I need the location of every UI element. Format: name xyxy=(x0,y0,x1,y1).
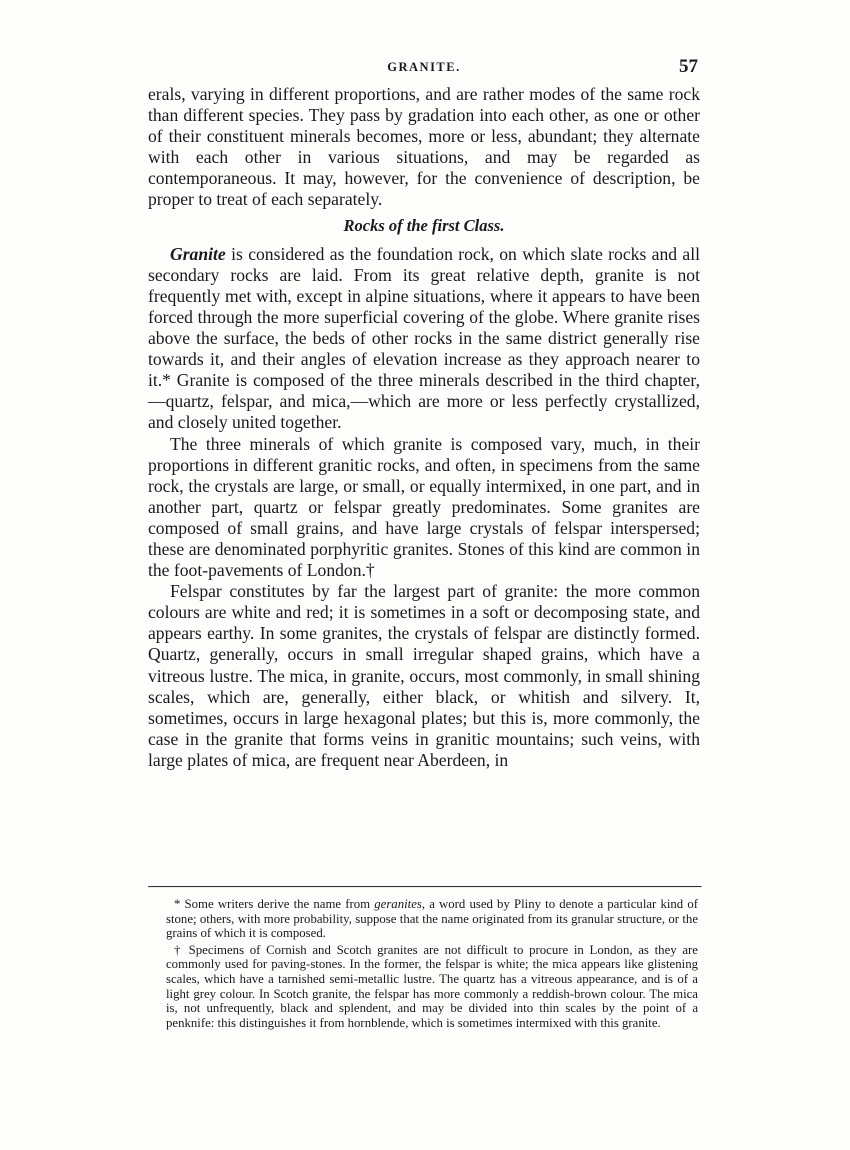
footnote-1-text-a: * Some writers derive the name from xyxy=(174,897,375,911)
running-title: GRANITE. xyxy=(387,60,461,74)
paragraph-granite xyxy=(148,244,700,434)
footnote-divider xyxy=(148,886,702,888)
footnote-divider-wrap xyxy=(148,886,702,888)
footnote-1 xyxy=(166,897,698,941)
paragraph-continued: erals, varying in different proportions, and are rather modes of the same rock than different species. They pass by gradation into each other, as one or other of their constituent minerals becomes, more or less, abundant; they alternate with each other in various situations, and may be regarded as contemporaneous. It may, however, for the convenience of description, be proper to treat of each separately. xyxy=(148,84,700,210)
paragraph-granite-text: is considered as the foundation rock, on which slate rocks and all secondary rocks are laid. From its great relative depth, granite is not frequently met with, except in alpine situations, where it appears to have been forced through the more superficial covering of the globe. Where granite rises above the surface, the beds of other rocks in the same district generally rise towards it, and their angles of elevation increase as they approach nearer to it.* Granite is composed of the three minerals described in the third chapter,—quartz, felspar, and mica,—which are more or less perfectly crystallized, and closely united together. xyxy=(148,243,700,433)
footnote-2: † Specimens of Cornish and Scotch granites are not difficult to procure in London, as they are commonly used for paving-stones. In the former, the felspar is white; the mica appears like glistening scales, which have a tarnished semi-metallic lustre. The quartz has a vitreous appearance, and is of a light grey colour. In Scotch granite, the felspar has more commonly a reddish-brown colour. The mica is, not unfrequently, black and splendent, and may be divided into thin scales by the point of a penknife: this distinguishes it from hornblende, which is sometimes intermixed with this granite. xyxy=(166,942,698,1030)
paragraph-felspar: Felspar constitutes by far the largest part of granite: the more common colours are white and red; it is sometimes in a soft or decomposing state, and appears earthy. In some granites, the crystals of felspar are distinctly formed. Quartz, generally, occurs in small irregular shaped grains, which have a vitreous lustre. The mica, in granite, occurs, most commonly, in small shining scales, which are, generally, either black, or whitish and silvery. It, sometimes, occurs in large hexagonal plates; but this is, more commonly, the case in the granite that forms veins in granitic mountains; such veins, with large plates of mica, are frequent near Aberdeen, in xyxy=(148,581,700,770)
body-text xyxy=(148,84,700,771)
section-heading: Rocks of the first Class. xyxy=(343,215,505,235)
lead-word-granite: Granite xyxy=(170,243,226,264)
footnote-1-text-b: a word used by Pliny to denote a particular kind of stone; others, with more probability, suppose that the name originated from its granular structure, or the grains of which it is composed. xyxy=(166,897,698,941)
footnote-1-italic: geranites, xyxy=(374,897,426,911)
paragraph-three-minerals: The three minerals of which granite is composed vary, much, in their proportions in different granitic rocks, and often, in specimens from the same rock, the crystals are large, or small, or equally intermixed, in one part, and in another part, quartz or felspar greatly predominates. Some granites are composed of small grains, and have large crystals of felspar interspersed; these are denominated porphyritic granites. Stones of this kind are common in the foot-pavements of London.† xyxy=(148,433,700,581)
page xyxy=(148,54,700,771)
footnotes xyxy=(166,897,698,1032)
page-header xyxy=(148,54,700,84)
page-number: 57 xyxy=(679,56,698,77)
